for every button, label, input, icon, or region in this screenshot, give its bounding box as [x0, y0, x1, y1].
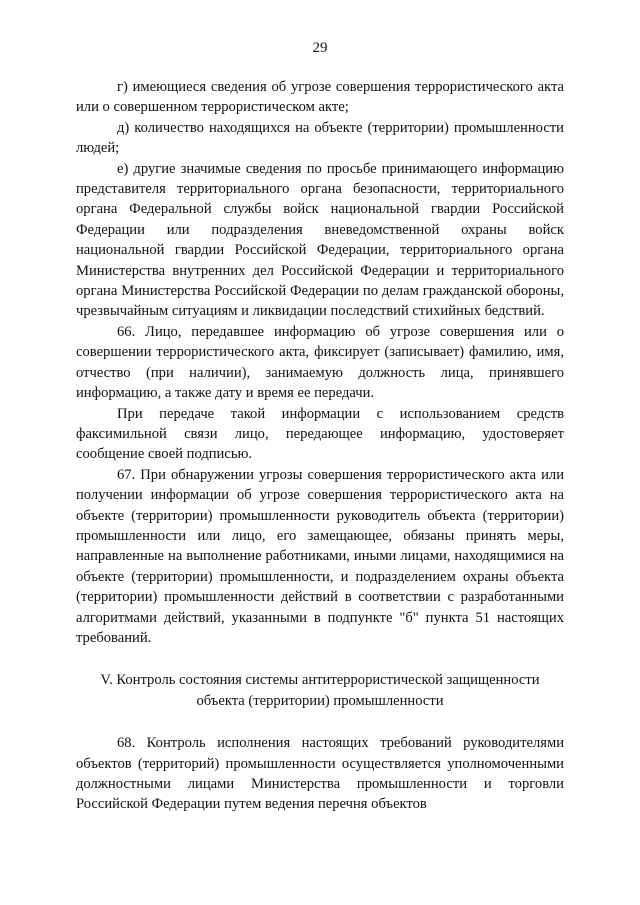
- paragraph-66: 66. Лицо, передавшее информацию об угрозе совершения или о совершении террористического акта, фиксирует (записывает) фамилию, имя, отчество (при наличии), занимаемую должность лица, принявшего информацию, а также дату и время ее передачи.: [76, 323, 564, 402]
- section-heading-line-1: V. Контроль состояния системы антитеррористической защищенности: [100, 672, 540, 689]
- section-heading-line-2: объекта (территории) промышленности: [196, 692, 444, 709]
- page-number: 29: [312, 40, 328, 56]
- document-body: [76, 77, 564, 815]
- paragraph-67: 67. При обнаружении угрозы совершения террористического акта или получении информации об угрозе совершения террористического акта на объекте (территории) промышленности руководитель объекта (территории) промышленности или лицо, его замещающее, обязаны принять меры, направленные на выполнение работниками, иными лицами, находящимися на объекте (территории) промышленности, и подразделением охраны объекта (территории) промышленности действий в соответствии с разработанными алгоритмами действий, указанными в подпункте "б" пункта 51 настоящих требований.: [76, 466, 564, 646]
- paragraph-68: 68. Контроль исполнения настоящих требований руководителями объектов (территорий) промышленности осуществляется уполномоченными должностными лицами Министерства промышленности и торговли Российской Федерации путем ведения перечня объектов: [76, 735, 564, 813]
- paragraph-item-g: г) имеющиеся сведения об угрозе совершения террористического акта или о совершенном террористическом акте;: [76, 79, 564, 116]
- section-heading: [76, 670, 564, 711]
- paragraph-item-d: д) количество находящихся на объекте (территории) промышленности людей;: [76, 119, 564, 157]
- paragraph-item-e: е) другие значимые сведения по просьбе принимающего информацию представителя территориального органа безопасности, территориального органа Федеральной службы войск национальной гвардии Российской Федерации или подразделения вневедомственной охраны войск национальной гвардии Российской Федерации, территориального органа Министерства внутренних дел Российской Федерации и территориального органа Министерства Российской Федерации по делам гражданской обороны, чрезвычайным ситуациям и ликвидации последствий стихийных бедствий.: [76, 160, 564, 320]
- paragraph-fax-note: При передаче такой информации с использованием средств факсимильной связи лицо, передающее информацию, удостоверяет сообщение своей подписью.: [76, 405, 564, 463]
